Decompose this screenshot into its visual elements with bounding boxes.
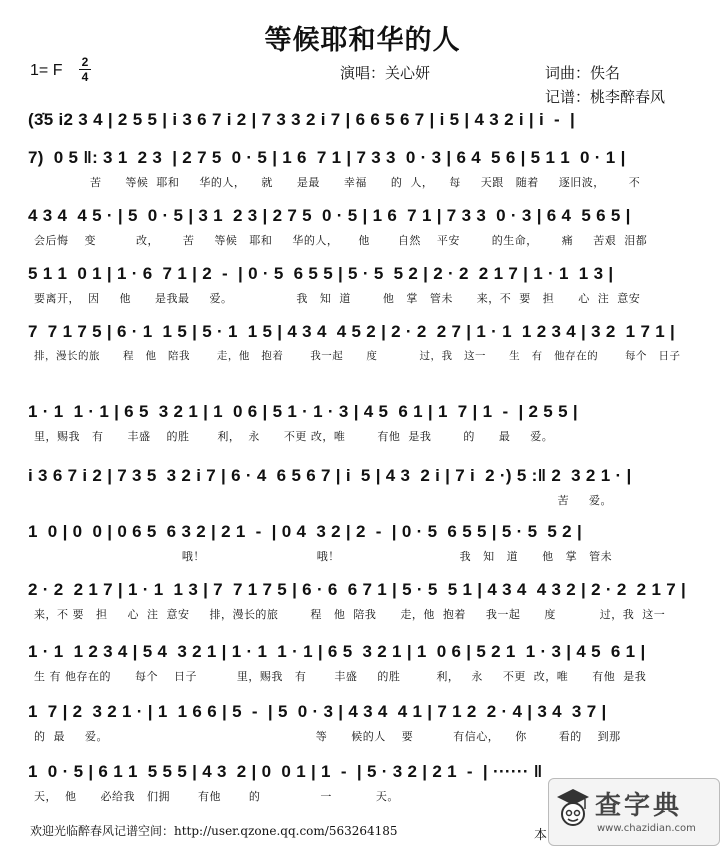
score-row bbox=[28, 148, 698, 196]
notation-line: i 3 6 7 i 2 | 7 3 5 3 2 i 7 | 6 · 4 6 5 6 7 | i 5 | 4 3 2 i | 7 i 2 ·) 5 :‖ 2 3 2 1 · | bbox=[28, 466, 632, 485]
logo-url: www.chazidian.com bbox=[597, 823, 696, 834]
time-signature-top: 2 bbox=[81, 55, 89, 69]
score-row bbox=[28, 642, 698, 690]
notation-line: 2 · 2 2 1 7 | 1 · 1 1 3 | 7 7 1 7 5 | 6 · 6 6 7 1 | 5 · 5 5 1 | 4 3 4 4 3 2 | 2 · 2 2 1 7 | bbox=[28, 580, 687, 599]
lyric-line: 里，赐我 有 丰盛 的胜 利， 永 不更 改，唯 有他 是我 的 最 爱。 bbox=[34, 430, 554, 443]
score-row bbox=[28, 522, 698, 570]
lyric-line: 会后悔 变 改， 苦 等候 耶和 华的人， 他 自然 平安 的生命， 痛 苦艰 泪都 bbox=[34, 234, 648, 247]
lyric-line: 的 最 爱。 等 候的人 要 有信心， 你 看的 到那 bbox=[34, 730, 621, 743]
lyric-line: 哦！ 哦！ 我 知 道 他 掌 管未 bbox=[34, 550, 613, 563]
notation-line: 1 7 | 2 3 2 1 · | 1 1 6 6 | 5 - | 5 0 · 3 | 4 3 4 4 1 | 7 1 2 2 · 4 | 3 4 3 7 | bbox=[28, 702, 607, 721]
lyric-line: 要离开， 因 他 是我最 爱。 我 知 道 他 掌 管未 来，不 要 担 心 注 意安 bbox=[34, 292, 641, 305]
score-row bbox=[28, 580, 698, 628]
notation-line: 1 0 · 5 | 6 1 1 5 5 5 | 4 3 2 | 0 0 1 | 1 - | 5 · 3 2 | 2 1 - | ······ ‖ bbox=[28, 762, 543, 781]
student-cap-face-icon bbox=[555, 787, 591, 831]
lyric-line: 苦 爱。 bbox=[34, 494, 613, 507]
time-signature bbox=[78, 56, 92, 83]
lyric-line: 苦 等候 耶和 华的人， 就 是最 幸福 的 人， 每 天跟 随着 逐旧波， 不 bbox=[34, 176, 641, 189]
score-row bbox=[28, 702, 698, 750]
footer-link-text: 欢迎光临醉春风记谱空间：http://user.qzone.qq.com/563264185 bbox=[30, 824, 398, 838]
lyric-line: 来，不 要 担 心 注 意安 排，漫长的旅 程 他 陪我 走，他 抱着 我一起 度 过，我 这一 bbox=[34, 608, 666, 621]
site-logo bbox=[548, 778, 720, 846]
writer-credit: 词曲：佚名 bbox=[545, 64, 621, 82]
page-mark: 本 bbox=[534, 828, 548, 843]
song-title: 等候耶和华的人 bbox=[264, 25, 461, 56]
notation-line: 1 0 | 0 0 | 0 6 5 6 3 2 | 2 1 - | 0 4 3 2 | 2 - | 0 · 5 6 5 5 | 5 · 5 5 2 | bbox=[28, 522, 583, 541]
score-row bbox=[28, 402, 698, 450]
key-signature: 1= F bbox=[30, 62, 63, 79]
notation-line: 7) 0 5 ‖: 3 1 2 3 | 2 7 5 0 · 5 | 1 6 7 1 | 7 3 3 0 · 3 | 6 4 5 6 | 5 1 1 0 · 1 | bbox=[28, 148, 626, 167]
score-row bbox=[28, 322, 698, 370]
notation-line: (3̇5 i2 3 4 | 2 5 5 | i 3 6 7 i 2 | 7 3 3 2 i 7 | 6 6 5 6 7 | i 5 | 4 3 2 i | i - | bbox=[28, 110, 576, 129]
notation-line: 4 3 4 4 5 · | 5 0 · 5 | 3 1 2 3 | 2 7 5 0 · 5 | 1 6 7 1 | 7 3 3 0 · 3 | 6 4 5 6 5 | bbox=[28, 206, 631, 225]
score-row bbox=[28, 466, 698, 514]
score-row bbox=[28, 264, 698, 312]
lyric-line: 生 有 他存在的 每个 日子 里，赐我 有 丰盛 的胜 利， 永 不更 改，唯 有他 是我 bbox=[34, 670, 647, 683]
lyric-line: 排，漫长的旅 程 他 陪我 走，他 抱着 我一起 度 过，我 这一 生 有 他存在的 每个 日子 bbox=[34, 350, 681, 362]
score-row bbox=[28, 206, 698, 254]
notation-line: 1 · 1 1 · 1 | 6 5 3 2 1 | 1 0 6 | 5 1 · 1 · 3 | 4 5 6 1 | 1 7 | 1 - | 2 5 5 | bbox=[28, 402, 578, 421]
transcriber-credit: 记谱：桃李醉春风 bbox=[545, 88, 666, 106]
notation-line: 1 · 1 1 2 3 4 | 5 4 3 2 1 | 1 · 1 1 · 1 | 6 5 3 2 1 | 1 0 6 | 5 2 1 1 · 3 | 4 5 6 1 | bbox=[28, 642, 646, 661]
notation-line: 7 7 1 7 5 | 6 · 1 1 5 | 5 · 1 1 5 | 4 3 4 4 5 2 | 2 · 2 2 7 | 1 · 1 1 2 3 4 | 3 2 1 7 1 | bbox=[28, 322, 676, 341]
lyric-line: 天， 他 必给我 们拥 有他 的 一 天。 bbox=[34, 790, 399, 803]
singer-credit: 演唱：关心妍 bbox=[340, 64, 431, 82]
notation-line: 5 1 1 0 1 | 1 · 6 7 1 | 2 - | 0 · 5 6 5 5 | 5 · 5 5 2 | 2 · 2 2 1 7 | 1 · 1 1 3 | bbox=[28, 264, 614, 283]
logo-text: 查字典 bbox=[595, 791, 683, 821]
time-signature-bottom: 4 bbox=[81, 70, 89, 84]
